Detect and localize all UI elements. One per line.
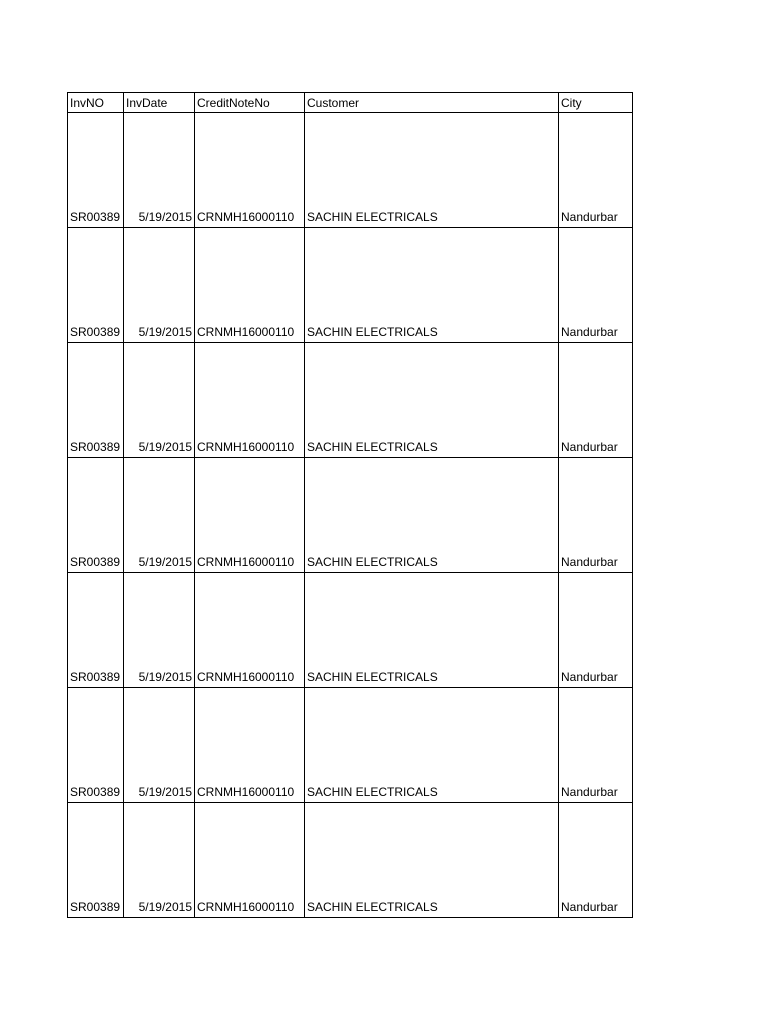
table-row xyxy=(68,803,633,918)
table-row xyxy=(68,573,633,688)
cell-inv-date: 5/19/2015 xyxy=(124,458,195,573)
table-row xyxy=(68,113,633,228)
cell-inv-no: SR00389 xyxy=(68,343,124,458)
cell-customer: SACHIN ELECTRICALS xyxy=(305,573,559,688)
cell-inv-date: 5/19/2015 xyxy=(124,228,195,343)
cell-customer: SACHIN ELECTRICALS xyxy=(305,803,559,918)
cell-credit-note-no: CRNMH16000110 xyxy=(195,573,305,688)
cell-inv-date: 5/19/2015 xyxy=(124,688,195,803)
cell-inv-no: SR00389 xyxy=(68,228,124,343)
cell-customer: SACHIN ELECTRICALS xyxy=(305,688,559,803)
header-inv-date: InvDate xyxy=(124,93,195,113)
cell-customer: SACHIN ELECTRICALS xyxy=(305,458,559,573)
cell-credit-note-no: CRNMH16000110 xyxy=(195,803,305,918)
cell-customer: SACHIN ELECTRICALS xyxy=(305,113,559,228)
header-customer: Customer xyxy=(305,93,559,113)
header-city: City xyxy=(559,93,633,113)
cell-city: Nandurbar xyxy=(559,688,633,803)
table-row xyxy=(68,458,633,573)
table-header xyxy=(68,93,633,113)
cell-city: Nandurbar xyxy=(559,573,633,688)
cell-city: Nandurbar xyxy=(559,113,633,228)
cell-inv-no: SR00389 xyxy=(68,803,124,918)
header-row xyxy=(68,93,633,113)
cell-inv-date: 5/19/2015 xyxy=(124,573,195,688)
invoice-table xyxy=(67,92,633,918)
cell-inv-date: 5/19/2015 xyxy=(124,803,195,918)
header-inv-no: InvNO xyxy=(68,93,124,113)
table-row xyxy=(68,228,633,343)
cell-inv-no: SR00389 xyxy=(68,113,124,228)
table-row xyxy=(68,688,633,803)
cell-inv-date: 5/19/2015 xyxy=(124,113,195,228)
cell-city: Nandurbar xyxy=(559,343,633,458)
cell-customer: SACHIN ELECTRICALS xyxy=(305,228,559,343)
table-body xyxy=(68,113,633,918)
cell-inv-date: 5/19/2015 xyxy=(124,343,195,458)
header-credit-note-no: CreditNoteNo xyxy=(195,93,305,113)
cell-credit-note-no: CRNMH16000110 xyxy=(195,458,305,573)
cell-city: Nandurbar xyxy=(559,803,633,918)
cell-credit-note-no: CRNMH16000110 xyxy=(195,688,305,803)
cell-inv-no: SR00389 xyxy=(68,458,124,573)
cell-city: Nandurbar xyxy=(559,228,633,343)
cell-customer: SACHIN ELECTRICALS xyxy=(305,343,559,458)
table-row xyxy=(68,343,633,458)
cell-credit-note-no: CRNMH16000110 xyxy=(195,113,305,228)
cell-credit-note-no: CRNMH16000110 xyxy=(195,343,305,458)
cell-city: Nandurbar xyxy=(559,458,633,573)
cell-inv-no: SR00389 xyxy=(68,688,124,803)
cell-inv-no: SR00389 xyxy=(68,573,124,688)
cell-credit-note-no: CRNMH16000110 xyxy=(195,228,305,343)
spreadsheet-sheet xyxy=(67,92,632,918)
